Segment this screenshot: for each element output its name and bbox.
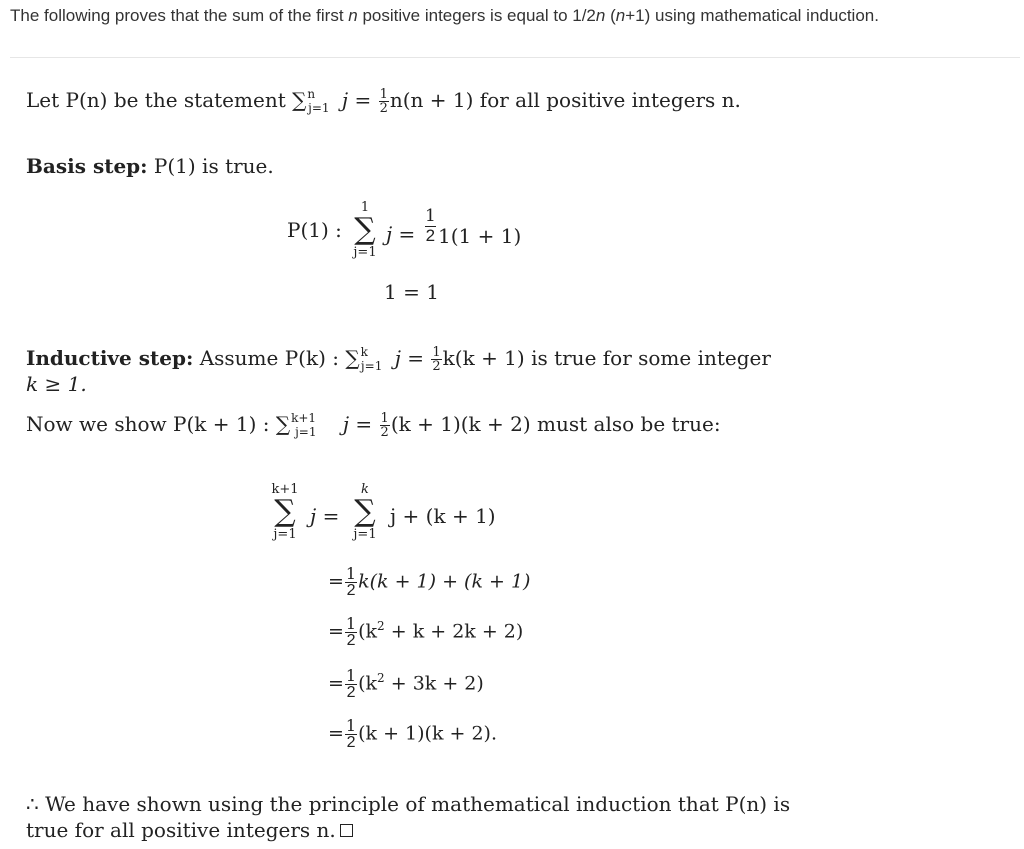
- deriv-step-1: = $\frac{1}{2}$ k(k + 1) + (k + 1): [328, 564, 531, 599]
- deriv-step-2: = $\frac{1}{2}$ $(k^2 + k + 2k + 2)$: [328, 614, 524, 649]
- inductive-condition: k ≥ 1.: [26, 372, 87, 396]
- intro-text: The following proves that the sum of the first n positive integers is equal to 1/2n (n+1) using mathematical induction.: [10, 6, 879, 25]
- deriv-step-4: = $\frac{1}{2}$ (k + 1)(k + 2).: [328, 716, 498, 751]
- basis-fraction: 1 2: [425, 206, 436, 245]
- qed-square-icon: [340, 824, 353, 837]
- deriv-rhs-sum: k ∑ j=1: [353, 482, 377, 542]
- conclusion-line-1: ∴ We have shown using the principle of mathematical induction that P(n) is: [26, 792, 791, 816]
- conclusion-line-2: true for all positive integers n.: [26, 818, 353, 842]
- basis-sum: 1 ∑ j=1: [353, 200, 377, 260]
- divider: [10, 57, 1020, 58]
- deriv-lhs-sum: k+1 ∑ j=1: [271, 482, 299, 542]
- basis-step: Basis step: P(1) is true.: [26, 154, 274, 178]
- basis-equation: P(1) :: [287, 218, 342, 242]
- deriv-step-3: = $\frac{1}{2}$ $(k^2 + 3k + 2)$: [328, 666, 484, 701]
- show-line: Now we show P(k + 1) : ∑$^{k+1}_{j=1}$ j = $\frac{1}{2}$ (k + 1)(k + 2) must also be true:: [26, 411, 721, 440]
- inductive-step: Inductive step: Assume P(k) : ∑$^k_{j=1}$ j = $\frac{1}{2}$ k(k + 1) is true for some integer: [26, 345, 771, 374]
- basis-result: 1 = 1: [384, 280, 439, 304]
- statement-line: Let P(n) be the statement ∑$^n_{j=1}$ j = $\frac{1}{2}$ n(n + 1) for all positive integers n.: [26, 87, 741, 116]
